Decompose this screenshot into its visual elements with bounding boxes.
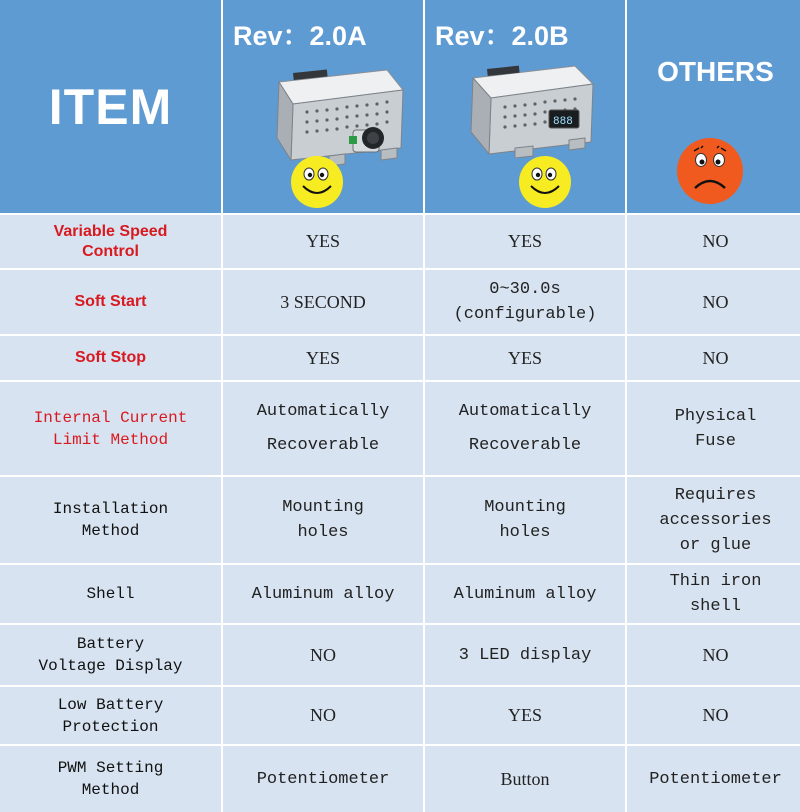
header-rev-b <box>425 0 625 213</box>
row-label-soft-start: Soft Start <box>0 270 221 334</box>
header-others <box>627 0 800 213</box>
smiley-face-icon <box>517 154 573 210</box>
value-others: NO <box>627 215 800 268</box>
rev-b-title: Rev：2.0B <box>435 21 569 51</box>
others-title: OTHERS <box>657 56 774 87</box>
rev-a-title: Rev：2.0A <box>233 21 367 51</box>
value-others: NO <box>627 336 800 380</box>
value-rev-a: YES <box>223 336 423 380</box>
value-rev-a: YES <box>223 215 423 268</box>
value-others: NO <box>627 625 800 685</box>
row-label-variable-speed: Variable Speed Control <box>0 215 221 268</box>
row-label-low-battery: Low Battery Protection <box>0 687 221 744</box>
row-label-installation: Installation Method <box>0 477 221 563</box>
value-rev-b: Aluminum alloy <box>425 565 625 623</box>
value-others: NO <box>627 687 800 744</box>
value-rev-b: 0~30.0s (configurable) <box>425 270 625 334</box>
value-rev-a: Mounting holes <box>223 477 423 563</box>
value-rev-b: YES <box>425 215 625 268</box>
value-rev-b: Automatically Recoverable <box>425 382 625 475</box>
value-others: Physical Fuse <box>627 382 800 475</box>
value-rev-a: 3 SECOND <box>223 270 423 334</box>
value-others: Potentiometer <box>627 746 800 812</box>
value-rev-b: YES <box>425 336 625 380</box>
value-others: Requires accessories or glue <box>627 477 800 563</box>
item-title: ITEM <box>48 78 173 135</box>
value-rev-b: Button <box>425 746 625 812</box>
value-rev-a: NO <box>223 687 423 744</box>
svg-text:888: 888 <box>553 116 573 128</box>
header-item <box>0 0 221 213</box>
value-rev-a: Potentiometer <box>223 746 423 812</box>
value-rev-a: NO <box>223 625 423 685</box>
value-rev-b: 3 LED display <box>425 625 625 685</box>
device-knob-icon <box>269 60 409 166</box>
value-rev-a: Automatically Recoverable <box>223 382 423 475</box>
sad-face-icon <box>675 136 745 206</box>
device-led-icon <box>465 58 605 158</box>
value-rev-b: Mounting holes <box>425 477 625 563</box>
row-label-battery-display: Battery Voltage Display <box>0 625 221 685</box>
row-label-pwm-setting: PWM Setting Method <box>0 746 221 812</box>
header-rev-a <box>223 0 423 213</box>
smiley-face-icon <box>289 154 345 210</box>
row-label-current-limit: Internal Current Limit Method <box>0 382 221 475</box>
row-label-soft-stop: Soft Stop <box>0 336 221 380</box>
value-rev-a: Aluminum alloy <box>223 565 423 623</box>
row-label-shell: Shell <box>0 565 221 623</box>
value-others: Thin iron shell <box>627 565 800 623</box>
value-rev-b: YES <box>425 687 625 744</box>
value-others: NO <box>627 270 800 334</box>
